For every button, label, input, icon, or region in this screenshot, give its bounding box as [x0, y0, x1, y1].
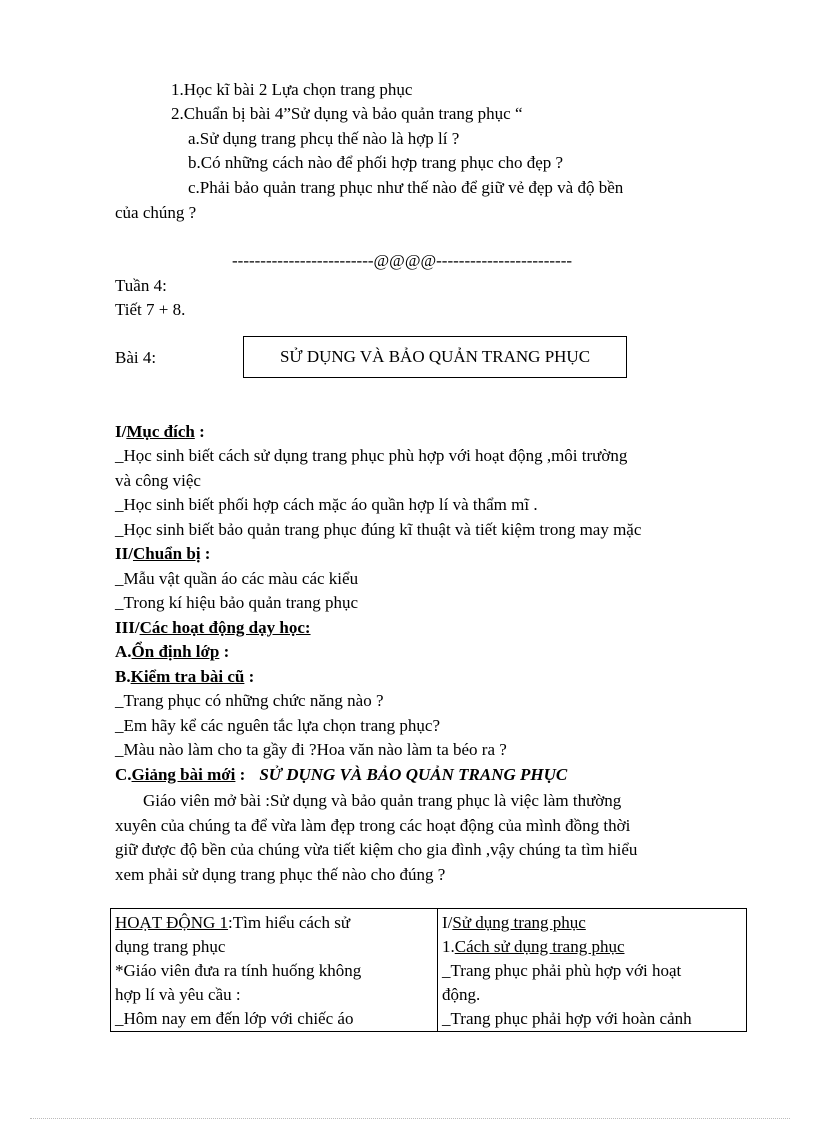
homework-item-2: 2.Chuẩn bị bài 4”Sử dụng và bảo quản trang phục “ — [171, 104, 523, 123]
homework-question-b: b.Có những cách nào để phối hợp trang phục cho đẹp ? — [188, 153, 564, 172]
homework-question-c-cont: của chúng ? — [115, 203, 197, 222]
preparation-line: _Mẫu vật quần áo các màu các kiểu — [115, 569, 359, 588]
activity-1-heading: HOẠT ĐỘNG 1 — [115, 913, 229, 932]
lesson-title-box — [243, 336, 627, 378]
objective-line: _Học sinh biết phối hợp cách mặc áo quần hợp lí và thẩm mĩ . — [115, 495, 538, 514]
objectives-heading: I/Mục đích : — [115, 422, 205, 441]
intro-paragraph-line: Giáo viên mở bài :Sử dụng và bảo quản trang phục là việc làm thường — [143, 791, 622, 810]
review-question: _Em hãy kể các nguên tắc lựa chọn trang phục? — [115, 716, 440, 735]
lesson-label: Bài 4: — [115, 348, 157, 367]
teacher-activity-cell: HOẠT ĐỘNG 1:Tìm hiểu cách sử dụng trang phục *Giáo viên đưa ra tính huống không hợp lí và yêu cầu : _Hôm nay em đến lớp với chiếc áo — [111, 909, 438, 1032]
step-a-heading: A.Ổn định lớp : — [115, 642, 230, 661]
intro-paragraph-line: giữ được độ bền của chúng vừa tiết kiệm cho gia đình ,vậy chúng ta tìm hiểu — [115, 840, 638, 859]
lesson-title: SỬ DỤNG VÀ BẢO QUẢN TRANG PHỤC — [279, 347, 591, 366]
section-separator: -------------------------@@@@------------------------ — [232, 251, 573, 270]
review-question: _Trang phục có những chức năng nào ? — [115, 691, 384, 710]
review-question: _Màu nào làm cho ta gầy đi ?Hoa văn nào làm ta béo ra ? — [115, 740, 507, 759]
week-label: Tuần 4: — [115, 276, 167, 295]
activities-heading: III/Các hoạt động dạy học: — [115, 618, 311, 637]
objective-line: _Học sinh biết bảo quản trang phục đúng kĩ thuật và tiết kiệm trong may mặc — [115, 520, 642, 539]
homework-question-a: a.Sử dụng trang phcụ thế nào là hợp lí ? — [188, 129, 460, 148]
table-row — [111, 909, 747, 1032]
intro-paragraph-line: xem phải sử dụng trang phục thế nào cho đúng ? — [115, 865, 446, 884]
step-b-heading: B.Kiểm tra bài cũ : — [115, 667, 255, 686]
step-c-heading: C.Giảng bài mới : SỬ DỤNG VÀ BẢO QUẢN TRANG PHỤC — [115, 765, 568, 784]
objective-line: _Học sinh biết cách sử dụng trang phục phù hợp với hoạt động ,môi trường — [115, 446, 628, 465]
period-label: Tiết 7 + 8. — [115, 300, 186, 319]
content-cell: I/Sử dụng trang phục 1.Cách sử dụng trang phục _Trang phục phải phù hợp với hoạt động. _Trang phục phải hợp với hoàn cảnh — [438, 909, 747, 1032]
usage-subheading: Cách sử dụng trang phục — [454, 937, 625, 956]
objective-line: và công việc — [115, 471, 201, 490]
page-bottom-divider — [30, 1118, 790, 1119]
homework-question-c: c.Phải bảo quản trang phục như thế nào để giữ vẻ đẹp và độ bền — [188, 178, 624, 197]
activity-table — [110, 908, 747, 1032]
usage-heading: Sử dụng trang phục — [452, 913, 586, 932]
homework-item-1: 1.Học kĩ bài 2 Lựa chọn trang phục — [171, 80, 413, 99]
new-lesson-title: SỬ DỤNG VÀ BẢO QUẢN TRANG PHỤC — [259, 765, 568, 784]
preparation-heading: II/Chuẩn bị : — [115, 544, 211, 563]
preparation-line: _Trong kí hiệu bảo quản trang phục — [115, 593, 359, 612]
intro-paragraph-line: xuyên của chúng ta để vừa làm đẹp trong các hoạt động của mình đồng thời — [115, 816, 631, 835]
